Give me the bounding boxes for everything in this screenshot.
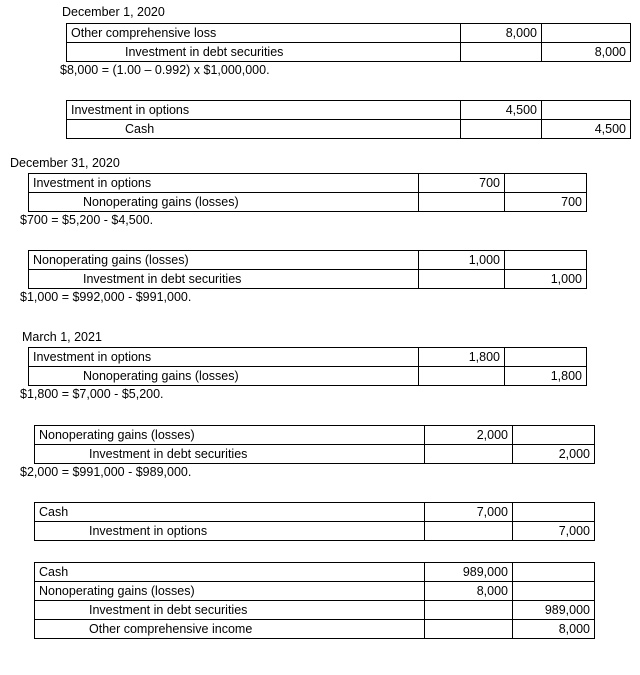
debit-cell xyxy=(461,120,542,139)
debit-cell: 7,000 xyxy=(425,503,513,522)
date-heading: March 1, 2021 xyxy=(22,330,102,344)
credit-cell: 8,000 xyxy=(513,620,595,639)
credit-cell: 2,000 xyxy=(513,445,595,464)
credit-cell xyxy=(505,348,587,367)
debit-cell xyxy=(419,270,505,289)
credit-cell xyxy=(542,101,631,120)
journal-row xyxy=(67,120,631,139)
account-cell: Investment in debt securities xyxy=(67,43,461,62)
journal-entry xyxy=(34,502,595,541)
journal-entry xyxy=(34,425,595,464)
account-cell: Cash xyxy=(67,120,461,139)
journal-entry xyxy=(28,250,587,289)
debit-cell xyxy=(425,601,513,620)
journal-row xyxy=(67,101,631,120)
account-cell: Investment in debt securities xyxy=(35,445,425,464)
journal-row xyxy=(67,24,631,43)
debit-cell xyxy=(425,522,513,541)
calculation-note: $2,000 = $991,000 - $989,000. xyxy=(20,465,192,479)
credit-cell xyxy=(505,251,587,270)
calculation-note: $8,000 = (1.00 – 0.992) x $1,000,000. xyxy=(60,63,270,77)
journal-row xyxy=(35,426,595,445)
credit-cell xyxy=(513,503,595,522)
account-cell: Investment in debt securities xyxy=(29,270,419,289)
journal-row xyxy=(35,563,595,582)
journal-row xyxy=(67,43,631,62)
account-cell: Nonoperating gains (losses) xyxy=(35,582,425,601)
account-cell: Nonoperating gains (losses) xyxy=(29,193,419,212)
credit-cell: 4,500 xyxy=(542,120,631,139)
debit-cell: 8,000 xyxy=(461,24,542,43)
credit-cell: 700 xyxy=(505,193,587,212)
credit-cell: 1,800 xyxy=(505,367,587,386)
calculation-note: $1,000 = $992,000 - $991,000. xyxy=(20,290,192,304)
journal-row xyxy=(35,620,595,639)
credit-cell xyxy=(513,582,595,601)
debit-cell xyxy=(419,367,505,386)
credit-cell: 989,000 xyxy=(513,601,595,620)
account-cell: Investment in options xyxy=(67,101,461,120)
account-cell: Other comprehensive income xyxy=(35,620,425,639)
calculation-note: $700 = $5,200 - $4,500. xyxy=(20,213,154,227)
journal-entry xyxy=(34,562,595,639)
journal-row xyxy=(29,348,587,367)
journal-entry xyxy=(66,23,631,62)
credit-cell: 8,000 xyxy=(542,43,631,62)
journal-row xyxy=(35,601,595,620)
journal-row xyxy=(29,174,587,193)
journal-entry xyxy=(66,100,631,139)
debit-cell xyxy=(425,445,513,464)
debit-cell: 700 xyxy=(419,174,505,193)
date-heading: December 1, 2020 xyxy=(62,5,165,19)
debit-cell: 8,000 xyxy=(425,582,513,601)
credit-cell xyxy=(542,24,631,43)
account-cell: Other comprehensive loss xyxy=(67,24,461,43)
journal-row xyxy=(29,270,587,289)
account-cell: Nonoperating gains (losses) xyxy=(29,367,419,386)
account-cell: Nonoperating gains (losses) xyxy=(29,251,419,270)
account-cell: Cash xyxy=(35,503,425,522)
account-cell: Investment in options xyxy=(29,174,419,193)
credit-cell xyxy=(513,426,595,445)
credit-cell: 1,000 xyxy=(505,270,587,289)
credit-cell: 7,000 xyxy=(513,522,595,541)
debit-cell: 1,000 xyxy=(419,251,505,270)
journal-row xyxy=(35,503,595,522)
journal-row xyxy=(35,445,595,464)
account-cell: Nonoperating gains (losses) xyxy=(35,426,425,445)
journal-entry xyxy=(28,173,587,212)
calculation-note: $1,800 = $7,000 - $5,200. xyxy=(20,387,164,401)
debit-cell: 2,000 xyxy=(425,426,513,445)
debit-cell xyxy=(419,193,505,212)
credit-cell xyxy=(513,563,595,582)
debit-cell: 1,800 xyxy=(419,348,505,367)
debit-cell xyxy=(461,43,542,62)
account-cell: Investment in options xyxy=(35,522,425,541)
journal-row xyxy=(35,582,595,601)
account-cell: Investment in debt securities xyxy=(35,601,425,620)
journal-row xyxy=(29,193,587,212)
debit-cell: 989,000 xyxy=(425,563,513,582)
date-heading: December 31, 2020 xyxy=(10,156,120,170)
journal-row xyxy=(29,251,587,270)
debit-cell: 4,500 xyxy=(461,101,542,120)
account-cell: Cash xyxy=(35,563,425,582)
debit-cell xyxy=(425,620,513,639)
journal-row xyxy=(29,367,587,386)
account-cell: Investment in options xyxy=(29,348,419,367)
journal-row xyxy=(35,522,595,541)
journal-entry xyxy=(28,347,587,386)
credit-cell xyxy=(505,174,587,193)
